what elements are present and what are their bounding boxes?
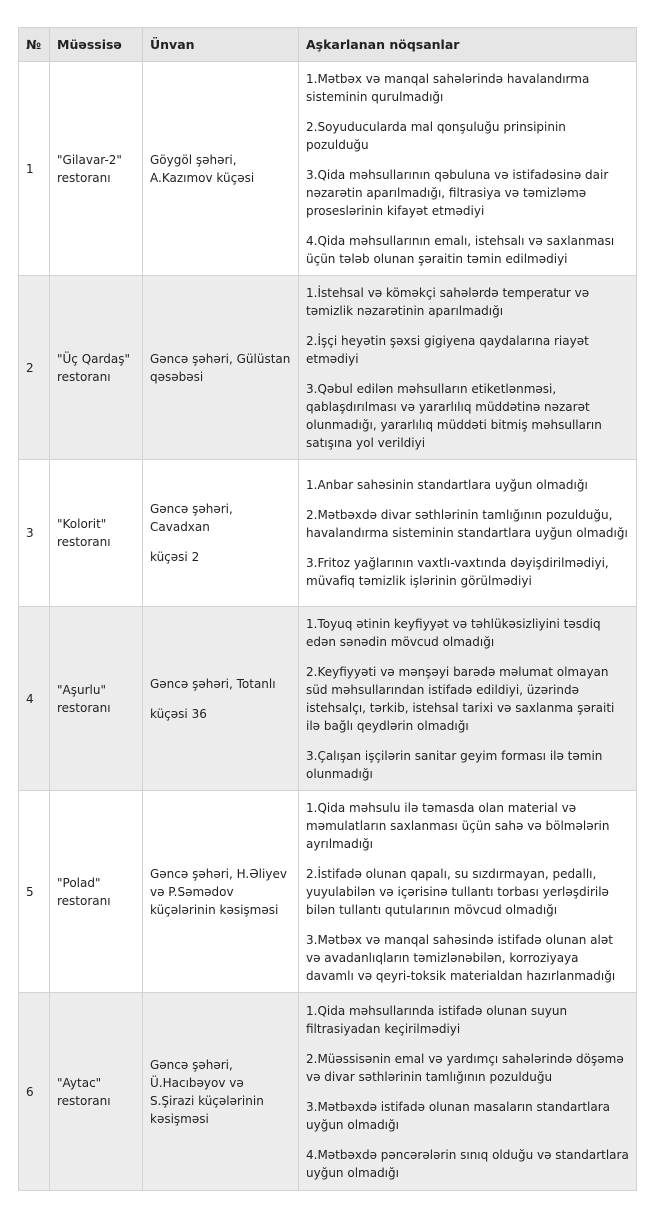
row-number: 4 bbox=[19, 607, 50, 791]
table-row bbox=[19, 62, 637, 276]
establishment-name: "Üç Qardaş" restoranı bbox=[50, 276, 143, 460]
address-line: Gəncə şəhəri, H.Əliyev və P.Səmədov küçələrinin kəsişməsi bbox=[150, 866, 287, 917]
row-number: 6 bbox=[19, 993, 50, 1191]
issues-cell bbox=[299, 62, 637, 276]
table-row bbox=[19, 276, 637, 460]
issue-item: 4.Qida məhsullarının emalı, istehsalı və saxlanması üçün tələb olunan şəraitin təmin edilmədiyi bbox=[306, 233, 615, 266]
issue-item: 1.İstehsal və köməkçi sahələrdə temperatur və təmizlik nəzarətinin aparılmadığı bbox=[306, 285, 590, 318]
header-issues: Aşkarlanan nöqsanlar bbox=[299, 28, 637, 62]
issue-item: 3.Fritoz yağlarının vaxtlı-vaxtında dəyişdirilmədiyi, müvafiq təmizlik işlərinin görülmədiyi bbox=[306, 556, 609, 588]
address-line: Gəncə şəhəri, Ü.Hacıbəyov və S.Şirazi küçələrinin kəsişməsi bbox=[150, 1057, 264, 1126]
issue-item: 3.Mətbəx və manqal sahəsində istifadə olunan alət və avadanlıqların təmizlənəbilən, korroziyaya davamlı və qeyri-toksik materialdan hazırlanmadığı bbox=[306, 932, 616, 983]
header-number: № bbox=[19, 28, 50, 62]
issues-cell bbox=[299, 607, 637, 791]
row-number: 1 bbox=[19, 62, 50, 276]
table-row bbox=[19, 460, 637, 607]
address-line: Göygöl şəhəri, A.Kazımov küçəsi bbox=[150, 152, 255, 185]
establishment-name: "Polad" restoranı bbox=[50, 791, 143, 993]
address-line: Gəncə şəhəri, Totanlı bbox=[150, 676, 276, 691]
issue-item: 3.Çalışan işçilərin sanitar geyim forması ilə təmin olunmadığı bbox=[306, 748, 603, 781]
establishment-name: "Aytac" restoranı bbox=[50, 993, 143, 1191]
address-line: Gəncə şəhəri, Cavadxan bbox=[150, 502, 233, 534]
issues-cell bbox=[299, 276, 637, 460]
table-row bbox=[19, 993, 637, 1191]
row-number: 2 bbox=[19, 276, 50, 460]
issue-item: 1.Mətbəx və manqal sahələrində havalandırma sisteminin qurulmadığı bbox=[306, 71, 590, 104]
header-address: Ünvan bbox=[143, 28, 299, 62]
issue-item: 1.Qida məhsullarında istifadə olunan suyun filtrasiyadan keçirilmədiyi bbox=[306, 1003, 568, 1036]
address-line: Gəncə şəhəri, Gülüstan qəsəbəsi bbox=[150, 351, 291, 384]
issue-item: 4.Mətbəxdə pəncərələrin sınıq olduğu və standartlara uyğun olmadığı bbox=[306, 1147, 629, 1180]
issues-cell bbox=[299, 460, 637, 607]
address-cell bbox=[143, 276, 299, 460]
issue-item: 2.İşçi heyətin şəxsi gigiyena qaydalarına riayət etmədiyi bbox=[306, 333, 589, 366]
establishment-name: "Kolorit" restoranı bbox=[50, 460, 143, 607]
issue-item: 2.Keyfiyyəti və mənşəyi barədə məlumat olmayan süd məhsullarından istifadə edildiyi, üzərində istehsalçı, tərkib, istehsal tarixi və saxlanma şəraiti ilə bağlı qeydlərin olmadığı bbox=[306, 664, 615, 733]
establishment-name: "Aşurlu" restoranı bbox=[50, 607, 143, 791]
issue-item: 2.İstifadə olunan qapalı, su sızdırmayan, pedallı, yuyulabilən və içərisinə tullantı torbası yerləşdirilə bilən tullantı qutularının mövcud olmadığı bbox=[306, 866, 609, 917]
address-cell bbox=[143, 62, 299, 276]
header-row bbox=[19, 28, 637, 62]
address-cell bbox=[143, 791, 299, 993]
address-cell bbox=[143, 460, 299, 607]
issue-item: 2.Müəssisənin emal və yardımçı sahələrində döşəmə və divar səthlərinin tamlığının pozulduğu bbox=[306, 1051, 624, 1084]
inspection-table bbox=[18, 27, 637, 1191]
issue-item: 3.Qida məhsullarının qəbuluna və istifadəsinə dair nəzarətin aparılmadığı, filtrasiya və təmizləmə proseslərinin kifayət etmədiyi bbox=[306, 167, 609, 218]
address-line: küçəsi 2 bbox=[150, 550, 200, 564]
issue-item: 1.Toyuq ətinin keyfiyyət və təhlükəsizliyini təsdiq edən sənədin mövcud olmadığı bbox=[306, 616, 601, 649]
address-cell bbox=[143, 607, 299, 791]
table-row bbox=[19, 607, 637, 791]
issue-item: 3.Qəbul edilən məhsulların etiketlənməsi, qablaşdırılması və yararlılıq müddətinə nəzarət olunmadığı, yararlılıq müddəti bitmiş məhsulların satışına yol verildiyi bbox=[306, 381, 602, 450]
row-number: 5 bbox=[19, 791, 50, 993]
issue-item: 3.Mətbəxdə istifadə olunan masaların standartlara uyğun olmadığı bbox=[306, 1099, 611, 1132]
header-establishment: Müəssisə bbox=[50, 28, 143, 62]
establishment-name: "Gilavar-2" restoranı bbox=[50, 62, 143, 276]
issues-cell bbox=[299, 791, 637, 993]
issue-item: 1.Anbar sahəsinin standartlara uyğun olmadığı bbox=[306, 478, 588, 492]
issues-cell bbox=[299, 993, 637, 1191]
issue-item: 2.Soyuducularda mal qonşuluğu prinsipinin pozulduğu bbox=[306, 119, 566, 152]
issue-item: 2.Mətbəxdə divar səthlərinin tamlığının pozulduğu, havalandırma sisteminin standartlara uyğun olmadığı bbox=[306, 508, 628, 540]
issue-item: 1.Qida məhsulu ilə təmasda olan material və məmulatların saxlanması üçün sahə və bölmələrin ayrılmadığı bbox=[306, 800, 610, 851]
table-row bbox=[19, 791, 637, 993]
address-line: küçəsi 36 bbox=[150, 706, 207, 721]
row-number: 3 bbox=[19, 460, 50, 607]
address-cell bbox=[143, 993, 299, 1191]
